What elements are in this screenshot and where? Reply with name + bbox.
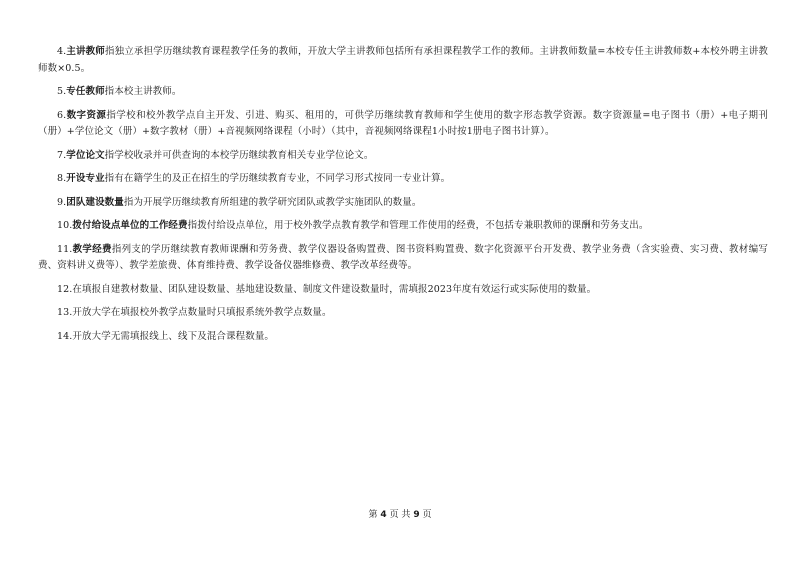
footer-page-number: 4 — [380, 510, 387, 520]
note-term: 教学经费 — [72, 243, 112, 255]
note-number: 11. — [57, 243, 73, 255]
note-text: 指本校主讲教师。 — [104, 86, 182, 97]
note-number: 9. — [57, 196, 67, 208]
note-number: 4. — [57, 46, 67, 57]
note-number: 10. — [57, 220, 73, 231]
note-item — [38, 218, 768, 235]
note-number: 5. — [57, 86, 67, 97]
note-number: 13. — [57, 307, 73, 318]
footer-total-pages: 9 — [413, 510, 420, 520]
footer-mid: 页 共 — [389, 510, 411, 520]
note-term: 主讲教师 — [66, 46, 105, 57]
notes-list — [38, 44, 768, 352]
footer-post: 页 — [422, 510, 432, 520]
note-item — [38, 305, 768, 322]
note-text: 开放大学在填报校外教学点数量时只填报系统外教学点数量。 — [72, 307, 332, 318]
note-term: 团队建设数量 — [66, 196, 124, 208]
note-item — [38, 84, 768, 101]
note-term: 数字资源 — [66, 109, 107, 121]
footer-pre: 第 — [368, 510, 378, 520]
note-item — [38, 44, 768, 77]
note-item — [38, 148, 768, 165]
note-term: 开设专业 — [66, 173, 105, 184]
note-item — [38, 329, 768, 346]
note-number: 14. — [57, 330, 73, 342]
note-term: 专任教师 — [66, 86, 105, 97]
note-text: 指学校和校外教学点自主开发、引进、购买、租用的，可供学历继续教育教师和学生使用的数字形态教学资源。数字资源量=电子图书（册）+电子期刊（册）+学位论文（册）+数字教材（册）+音视频网络课程（小时）（其中，音视频网络课程1小时按1册电子图书计算）。 — [38, 109, 769, 137]
note-item — [38, 195, 768, 212]
page-footer — [0, 509, 800, 521]
note-term: 拨付给设点单位的工作经费 — [72, 220, 188, 231]
note-number: 7. — [57, 149, 67, 161]
note-text: 开放大学无需填报线上、线下及混合课程数量。 — [72, 330, 275, 342]
note-text: 指独立承担学历继续教育课程教学任务的教师，开放大学主讲教师包括所有承担课程教学工作的教师。主讲教师数量=本校专任主讲教师数+本校外聘主讲教师数×0.5。 — [38, 46, 769, 74]
note-item — [38, 108, 768, 141]
note-text: 指拨付给设点单位，用于校外教学点教育教学和管理工作使用的经费，不包括专兼职教师的课酬和劳务支出。 — [187, 220, 649, 231]
note-term: 学位论文 — [66, 149, 105, 161]
note-text: 指有在籍学生的及正在招生的学历继续教育专业，不同学习形式按同一专业计算。 — [104, 173, 451, 184]
note-text: 指学校收录并可供查询的本校学历继续教育相关专业学位论文。 — [104, 149, 374, 161]
note-item — [38, 282, 768, 299]
note-number: 6. — [57, 109, 67, 121]
note-number: 8. — [57, 173, 67, 184]
note-text: 在填报自建教材数量、团队建设数量、基地建设数量、制度文件建设数量时，需填报2023年度有效运行或实际使用的数量。 — [72, 283, 597, 295]
note-number: 12. — [57, 283, 73, 295]
note-text: 指为开展学历继续教育所组建的教学研究团队或教学实施团队的数量。 — [123, 196, 422, 208]
note-text: 指列支的学历继续教育教师课酬和劳务费、教学仪器设备购置费、图书资料购置费、数字化资源平台开发费、教学业务费（含实验费、实习费、教材编写费、资料讲义费等）、教学差旅费、体育维持费、教学设备仪器维修费、教学改革经费等。 — [38, 243, 768, 271]
note-item — [38, 242, 768, 275]
note-item — [38, 171, 768, 188]
